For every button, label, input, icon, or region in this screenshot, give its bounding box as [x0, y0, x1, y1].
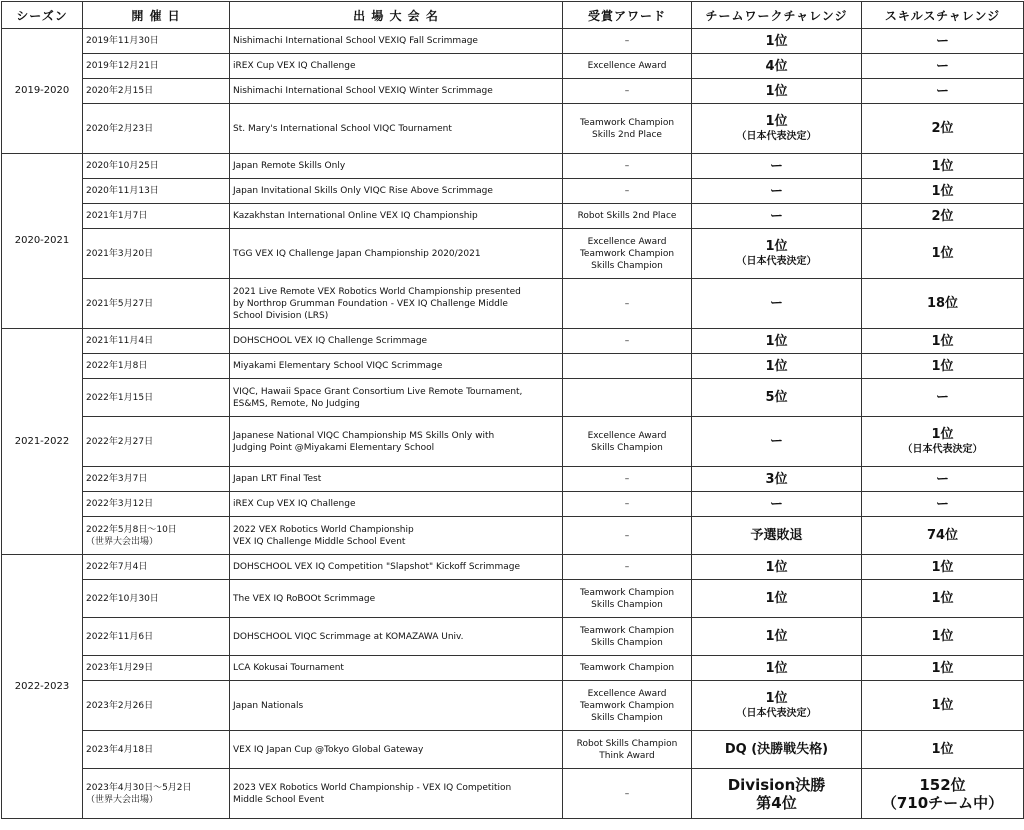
event-cell — [230, 467, 563, 492]
cell-line: 2022年2月27日 — [86, 436, 154, 447]
cell-line: 1位 — [765, 238, 788, 254]
award-cell — [563, 229, 692, 279]
award-cell — [563, 580, 692, 618]
cell-line: Skills Champion — [591, 442, 663, 453]
date-cell — [83, 492, 230, 517]
event-cell — [230, 79, 563, 104]
table-row — [2, 618, 1024, 656]
cell-line: 1位 — [931, 333, 954, 349]
cell-line: 1位 — [931, 591, 954, 606]
date-cell — [83, 379, 230, 417]
teamwork-result-cell — [692, 555, 862, 580]
skills-result-cell — [862, 329, 1024, 354]
event-cell — [230, 54, 563, 79]
cell-line: – — [624, 788, 630, 799]
cell-line: – — [624, 86, 630, 96]
cell-line: 2020年2月15日 — [86, 86, 154, 96]
cell-line: 2023年2月26日 — [86, 700, 154, 711]
cell-line: Teamwork Champion — [579, 663, 675, 673]
table-row — [2, 54, 1024, 79]
date-cell — [83, 329, 230, 354]
skills-result-cell — [862, 656, 1024, 681]
cell-line: 2020年10月25日 — [86, 161, 159, 171]
cell-line: Japan LRT Final Test — [233, 474, 322, 484]
cell-line: DOHSCHOOL VEX IQ Competition "Slapshot" Kickoff Scrimmage — [233, 562, 520, 572]
award-cell — [563, 354, 692, 379]
cell-line: 2019年11月30日 — [86, 36, 159, 46]
teamwork-result-cell — [692, 580, 862, 618]
cell-line: 74位 — [926, 528, 959, 543]
event-cell — [230, 417, 563, 467]
date-cell — [83, 104, 230, 154]
cell-line: 1位 — [931, 629, 954, 644]
skills-result-cell — [862, 467, 1024, 492]
cell-line: 1位 — [931, 559, 954, 575]
award-cell — [563, 656, 692, 681]
results-table — [1, 1, 1024, 819]
cell-line: （日本代表決定） — [902, 443, 983, 455]
skills-result-cell — [862, 354, 1024, 379]
cell-line: The VEX IQ RoBOOt Scrimmage — [233, 593, 376, 604]
cell-line: Kazakhstan International Online VEX IQ Championship — [233, 211, 478, 221]
skills-result-cell — [862, 517, 1024, 555]
header-row — [2, 2, 1024, 29]
cell-line: （日本代表決定） — [736, 130, 817, 142]
cell-line: by Northrop Grumman Foundation - VEX IQ Challenge Middle — [233, 298, 508, 309]
teamwork-result-cell — [692, 618, 862, 656]
cell-line: 1位 — [931, 660, 954, 676]
cell-line: – — [624, 562, 630, 572]
date-cell — [83, 204, 230, 229]
award-cell — [563, 204, 692, 229]
cell-line: ES&MS, Remote, No Judging — [233, 398, 360, 409]
cell-line: Japan Remote Skills Only — [233, 161, 346, 171]
cell-line: 1位 — [765, 358, 788, 374]
skills-result-cell — [862, 417, 1024, 467]
teamwork-result-cell — [692, 154, 862, 179]
skills-result-cell — [862, 54, 1024, 79]
skills-result-cell — [862, 681, 1024, 731]
skills-result-cell — [862, 731, 1024, 769]
event-cell — [230, 769, 563, 819]
event-cell — [230, 179, 563, 204]
table-row — [2, 354, 1024, 379]
cell-line: 1位 — [931, 158, 954, 174]
award-cell — [563, 492, 692, 517]
cell-line: DOHSCHOOL VIQC Scrimmage at KOMAZAWA Univ. — [233, 631, 464, 642]
cell-line: ー — [769, 183, 783, 199]
date-cell — [83, 179, 230, 204]
cell-line: 2021年5月27日 — [86, 298, 154, 309]
date-cell — [83, 229, 230, 279]
teamwork-result-cell — [692, 492, 862, 517]
table-row — [2, 79, 1024, 104]
table-row — [2, 179, 1024, 204]
cell-line: 予選敗退 — [750, 528, 803, 543]
teamwork-result-cell — [692, 229, 862, 279]
skills-result-cell — [862, 179, 1024, 204]
skills-result-cell — [862, 29, 1024, 54]
event-cell — [230, 618, 563, 656]
date-cell — [83, 417, 230, 467]
table-row — [2, 29, 1024, 54]
event-cell — [230, 492, 563, 517]
date-cell — [83, 29, 230, 54]
header-event: 出 場 大 会 名 — [230, 2, 563, 29]
cell-line: 2022年5月8日～10日 — [86, 524, 177, 535]
cell-line: 2023年1月29日 — [86, 663, 154, 673]
award-cell — [563, 329, 692, 354]
date-cell — [83, 354, 230, 379]
teamwork-result-cell — [692, 467, 862, 492]
cell-line: – — [624, 36, 630, 46]
award-cell — [563, 279, 692, 329]
date-cell — [83, 681, 230, 731]
cell-line: Nishimachi International School VEXIQ Fall Scrimmage — [233, 36, 478, 46]
cell-line: ー — [769, 496, 783, 512]
award-cell — [563, 467, 692, 492]
cell-line: Robot Skills Champion — [576, 738, 678, 749]
cell-line: 2023年4月18日 — [86, 744, 154, 755]
header-teamwork: チームワークチャレンジ — [692, 2, 862, 29]
skills-result-cell — [862, 279, 1024, 329]
table-row — [2, 492, 1024, 517]
skills-result-cell — [862, 204, 1024, 229]
event-cell — [230, 731, 563, 769]
cell-line: 18位 — [926, 296, 959, 311]
award-cell — [563, 154, 692, 179]
cell-line: 2023年4月30日～5月2日 — [86, 782, 192, 793]
award-cell — [563, 104, 692, 154]
event-cell — [230, 154, 563, 179]
table-row — [2, 580, 1024, 618]
teamwork-result-cell — [692, 731, 862, 769]
cell-line: Middle School Event — [233, 794, 325, 805]
cell-line: 1位 — [765, 83, 788, 99]
cell-line: Japan Invitational Skills Only VIQC Rise Above Scrimmage — [233, 186, 493, 196]
date-cell — [83, 279, 230, 329]
cell-line: Division決勝 — [727, 775, 826, 794]
cell-line: Skills Champion — [591, 637, 663, 648]
cell-line: 2022年10月30日 — [86, 593, 159, 604]
cell-line: – — [624, 499, 630, 509]
cell-line: ー — [935, 58, 949, 74]
cell-line: ー — [769, 158, 783, 174]
teamwork-result-cell — [692, 29, 862, 54]
cell-line: ー — [769, 296, 783, 311]
table-row — [2, 204, 1024, 229]
cell-line: ー — [935, 33, 949, 49]
cell-line: – — [624, 336, 630, 346]
cell-line: ー — [935, 471, 949, 487]
cell-line: Excellence Award — [587, 430, 667, 441]
cell-line: 1位 — [931, 698, 954, 713]
cell-line: Japanese National VIQC Championship MS Skills Only with — [233, 430, 495, 441]
event-cell — [230, 204, 563, 229]
cell-line: DOHSCHOOL VEX IQ Challenge Scrimmage — [233, 336, 428, 346]
cell-line: TGG VEX IQ Challenge Japan Championship 2020/2021 — [233, 248, 481, 259]
event-cell — [230, 229, 563, 279]
teamwork-result-cell — [692, 656, 862, 681]
teamwork-result-cell — [692, 329, 862, 354]
cell-line: Nishimachi International School VEXIQ Winter Scrimmage — [233, 86, 493, 96]
award-cell — [563, 555, 692, 580]
cell-line: iREX Cup VEX IQ Challenge — [233, 499, 356, 509]
teamwork-result-cell — [692, 279, 862, 329]
cell-line: Skills Champion — [591, 260, 663, 271]
skills-result-cell — [862, 379, 1024, 417]
cell-line: 2022年7月4日 — [86, 562, 148, 572]
table-row — [2, 154, 1024, 179]
award-cell — [563, 417, 692, 467]
table-row — [2, 229, 1024, 279]
cell-line: 1位 — [765, 333, 788, 349]
award-cell — [563, 179, 692, 204]
header-award: 受賞アワード — [563, 2, 692, 29]
skills-result-cell — [862, 104, 1024, 154]
cell-line: 2位 — [931, 208, 954, 224]
skills-result-cell — [862, 229, 1024, 279]
skills-result-cell — [862, 154, 1024, 179]
cell-line: – — [624, 298, 630, 309]
cell-line: Japan Nationals — [233, 700, 304, 711]
season-cell: 2022-2023 — [2, 555, 83, 819]
table-row — [2, 681, 1024, 731]
cell-line: Teamwork Champion — [579, 625, 675, 636]
cell-line: Excellence Award — [587, 236, 667, 247]
cell-line: Skills 2nd Place — [592, 129, 662, 140]
teamwork-result-cell — [692, 204, 862, 229]
award-cell — [563, 79, 692, 104]
cell-line: ー — [935, 390, 949, 405]
cell-line: iREX Cup VEX IQ Challenge — [233, 61, 356, 71]
cell-line: 2020年2月23日 — [86, 123, 154, 134]
teamwork-result-cell — [692, 417, 862, 467]
cell-line: 1位 — [931, 358, 954, 374]
cell-line: LCA Kokusai Tournament — [233, 663, 344, 673]
date-cell — [83, 467, 230, 492]
cell-line: Skills Champion — [591, 599, 663, 610]
cell-line: St. Mary's International School VIQC Tournament — [233, 123, 452, 134]
skills-result-cell — [862, 769, 1024, 819]
cell-line: 152位 — [919, 775, 966, 794]
cell-line: 1位 — [931, 742, 954, 757]
event-cell — [230, 681, 563, 731]
cell-line: 2023 VEX Robotics World Championship - VEX IQ Competition — [233, 782, 512, 793]
award-cell — [563, 517, 692, 555]
cell-line: Excellence Award — [587, 688, 667, 699]
cell-line: 2022年11月6日 — [86, 631, 154, 642]
table-row — [2, 656, 1024, 681]
date-cell — [83, 731, 230, 769]
cell-line: 1位 — [765, 660, 788, 676]
cell-line: 1位 — [765, 690, 788, 706]
event-cell — [230, 555, 563, 580]
date-cell — [83, 517, 230, 555]
table-row — [2, 769, 1024, 819]
teamwork-result-cell — [692, 769, 862, 819]
table-row — [2, 555, 1024, 580]
cell-line: Excellence Award — [587, 61, 667, 71]
table-row — [2, 104, 1024, 154]
season-cell: 2021-2022 — [2, 329, 83, 555]
cell-line: 1位 — [931, 246, 954, 261]
award-cell — [563, 731, 692, 769]
cell-line: Robot Skills 2nd Place — [577, 211, 677, 221]
table-row — [2, 379, 1024, 417]
teamwork-result-cell — [692, 179, 862, 204]
cell-line: 2022年1月15日 — [86, 392, 154, 403]
event-cell — [230, 517, 563, 555]
cell-line: 2位 — [931, 121, 954, 136]
cell-line: Teamwork Champion — [579, 248, 675, 259]
event-cell — [230, 329, 563, 354]
table-row — [2, 517, 1024, 555]
award-cell — [563, 29, 692, 54]
teamwork-result-cell — [692, 54, 862, 79]
cell-line: 2019年12月21日 — [86, 61, 159, 71]
teamwork-result-cell — [692, 517, 862, 555]
header-season: シーズン — [2, 2, 83, 29]
skills-result-cell — [862, 492, 1024, 517]
date-cell — [83, 154, 230, 179]
teamwork-result-cell — [692, 104, 862, 154]
event-cell — [230, 29, 563, 54]
award-cell — [563, 769, 692, 819]
cell-line: （世界大会出場） — [86, 536, 159, 547]
event-cell — [230, 379, 563, 417]
teamwork-result-cell — [692, 379, 862, 417]
cell-line: ー — [935, 83, 949, 99]
cell-line: Teamwork Champion — [579, 587, 675, 598]
header-date: 開 催 日 — [83, 2, 230, 29]
cell-line: 1位 — [931, 183, 954, 199]
cell-line: ー — [769, 434, 783, 449]
cell-line: VEX IQ Japan Cup @Tokyo Global Gateway — [233, 744, 424, 755]
teamwork-result-cell — [692, 681, 862, 731]
cell-line: ー — [769, 208, 783, 224]
cell-line: 1位 — [931, 426, 954, 442]
cell-line: – — [624, 474, 630, 484]
cell-line: 1位 — [765, 629, 788, 644]
table-row — [2, 731, 1024, 769]
cell-line: （日本代表決定） — [736, 255, 817, 267]
event-cell — [230, 656, 563, 681]
teamwork-result-cell — [692, 79, 862, 104]
cell-line: Teamwork Champion — [579, 117, 675, 128]
cell-line: Skills Champion — [591, 712, 663, 723]
cell-line: VIQC, Hawaii Space Grant Consortium Live Remote Tournament, — [233, 386, 523, 397]
season-cell: 2020-2021 — [2, 154, 83, 329]
cell-line: – — [624, 186, 630, 196]
cell-line: （世界大会出場） — [86, 794, 159, 805]
season-cell: 2019-2020 — [2, 29, 83, 154]
cell-line: 2021 Live Remote VEX Robotics World Championship presented — [233, 286, 521, 297]
date-cell — [83, 79, 230, 104]
cell-line: Judging Point @Miyakami Elementary School — [233, 442, 435, 453]
cell-line: Miyakami Elementary School VIQC Scrimmage — [233, 361, 443, 371]
results-body — [2, 29, 1024, 819]
award-cell — [563, 618, 692, 656]
cell-line: 2021年1月7日 — [86, 211, 148, 221]
skills-result-cell — [862, 580, 1024, 618]
cell-line: VEX IQ Challenge Middle School Event — [233, 536, 406, 547]
event-cell — [230, 279, 563, 329]
table-row — [2, 467, 1024, 492]
cell-line: 1位 — [765, 113, 788, 129]
cell-line: ー — [935, 496, 949, 512]
cell-line: （710チーム中） — [881, 793, 1004, 812]
skills-result-cell — [862, 555, 1024, 580]
event-cell — [230, 104, 563, 154]
award-cell — [563, 54, 692, 79]
table-row — [2, 417, 1024, 467]
date-cell — [83, 618, 230, 656]
cell-line: 1位 — [765, 591, 788, 606]
cell-line: （日本代表決定） — [736, 707, 817, 719]
cell-line: 2022年1月8日 — [86, 361, 148, 371]
cell-line: 3位 — [765, 471, 788, 487]
skills-result-cell — [862, 618, 1024, 656]
cell-line: – — [624, 530, 630, 541]
cell-line: Think Award — [599, 750, 655, 761]
award-cell — [563, 379, 692, 417]
cell-line: 2021年11月4日 — [86, 336, 154, 346]
date-cell — [83, 769, 230, 819]
cell-line: 1位 — [765, 33, 788, 49]
award-cell — [563, 681, 692, 731]
cell-line: 2022 VEX Robotics World Championship — [233, 524, 414, 535]
cell-line: 2021年3月20日 — [86, 248, 154, 259]
date-cell — [83, 656, 230, 681]
cell-line: 2020年11月13日 — [86, 186, 159, 196]
table-row — [2, 329, 1024, 354]
date-cell — [83, 54, 230, 79]
cell-line: – — [624, 161, 630, 171]
date-cell — [83, 555, 230, 580]
cell-line: 4位 — [765, 58, 788, 74]
cell-line: Teamwork Champion — [579, 700, 675, 711]
event-cell — [230, 580, 563, 618]
teamwork-result-cell — [692, 354, 862, 379]
cell-line: 1位 — [765, 559, 788, 575]
cell-line: School Division (LRS) — [233, 310, 329, 321]
cell-line: 第4位 — [756, 793, 797, 812]
table-row — [2, 279, 1024, 329]
cell-line: 2022年3月12日 — [86, 499, 154, 509]
cell-line: 5位 — [765, 390, 788, 405]
cell-line: DQ (決勝戦失格) — [724, 742, 829, 757]
header-skills: スキルスチャレンジ — [862, 2, 1024, 29]
event-cell — [230, 354, 563, 379]
cell-line: 2022年3月7日 — [86, 474, 148, 484]
date-cell — [83, 580, 230, 618]
skills-result-cell — [862, 79, 1024, 104]
